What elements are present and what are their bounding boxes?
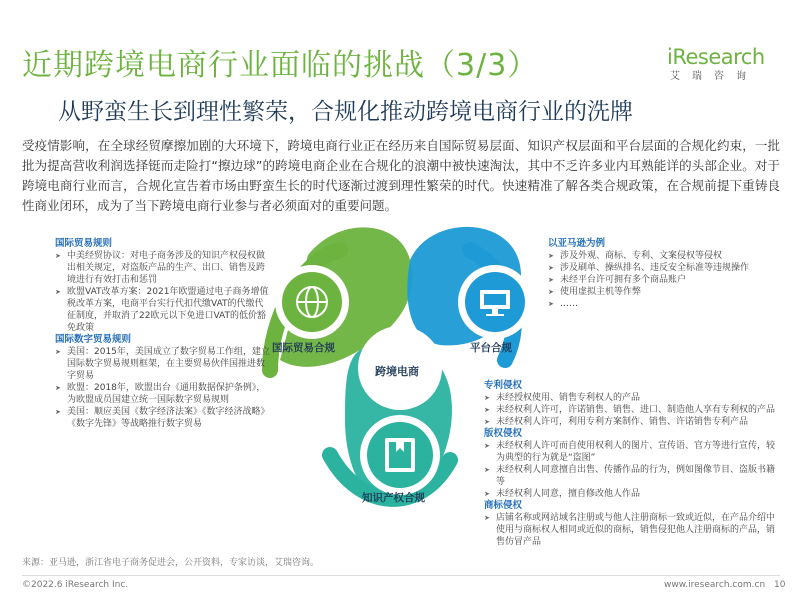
- section-heading: 版权侵权: [484, 428, 523, 439]
- intro-paragraph: 受疫情影响，在全球经贸摩擦加剧的大环境下，跨境电商行业正在经历来自国际贸易层面、知识产权层面和平台层面的合规化约束，一批批为提高营收利润选择铤而走险打“擦边球”的跨境电商企业在合规化的浪潮中被快速淘汰，其中不乏许多业内耳熟能详的头部企业。对于跨境电商行业而言，合规化宣告着市场由野蛮生长的时代逐渐过渡到理性繁荣的时代。快速精准了解各类合规政策，在合规前提下重铸良性商业闭环，成为了当下跨境电商行业参与者必须面对的重要问题。: [22, 138, 780, 213]
- book-icon: [385, 438, 415, 472]
- list-item: ➤ 中美经贸协议：对电子商务涉及的知识产权侵权做出相关规定，对盗版产品的生产、出口、销售及跨境进行有效打击和惩罚: [55, 250, 270, 286]
- list-item: ➤ 未经权利人同意擅自出售、传播作品的行为，例如图像节目、盗版书籍等: [484, 464, 780, 488]
- source-note: 来源：亚马逊，浙江省电子商务促进会，公开资料，专家访谈，艾瑞咨询。: [22, 558, 320, 568]
- list-item: ➤ 美国：2015年，美国成立了数字贸易工作组，建立国际数字贸易规则框架，在主要贸易伙伴国推进数字贸易: [55, 346, 270, 382]
- list-item: ➤ 美国：顺应美国《数字经济法案》《数字经济战略》《数字先锋》等战略推行数字贸易: [55, 406, 270, 430]
- list-item: ➤ 未经权利人同意，擅自修改他人作品: [484, 488, 780, 500]
- list-item: ➤ 未经平台许可拥有多个商品账户: [548, 274, 780, 286]
- page-subtitle: 从野蛮生长到理性繁荣，合规化推动跨境电商行业的洗牌: [58, 99, 633, 125]
- center-label: 跨境电商: [375, 365, 419, 378]
- footer-divider: [22, 575, 780, 576]
- page-title: 近期跨境电商行业面临的挑战（3/3）: [22, 48, 539, 83]
- list-item: ➤ 未经权利人许可而自使用权利人的图片、宣传语、官方等进行宣传，较为典型的行为就是“盗图”: [484, 440, 780, 464]
- list-item: ➤ 涉及外观、商标、专利、文案侵权等侵权: [548, 250, 780, 262]
- site-link[interactable]: www.iresearch.com.cn: [664, 580, 766, 590]
- section-heading: 以亚马逊为例: [548, 238, 606, 249]
- list-item: ➤ 涉及刷单、操纵排名、违反安全标准等违规操作: [548, 262, 780, 274]
- list-item: ➤ 使用虚拟主机等作弊: [548, 286, 780, 298]
- trade-compliance-label: 国际贸易合规: [272, 342, 335, 354]
- ip-compliance-label: 知识产权合规: [362, 492, 425, 504]
- list-item: ➤ 欧盟VAT改革方案：2021年欧盟通过电子商务增值税改革方案，电商平台实行代扣代缴VAT的代缴代征制度，并取消了22欧元以下免进口VAT的低价豁免政策: [55, 286, 270, 334]
- page-number: 10: [774, 580, 786, 590]
- copyright: ©2022.6 iResearch Inc.: [22, 580, 129, 590]
- list-item: ➤ 欧盟：2018年，欧盟出台《通用数据保护条例》，为欧盟成员国建立统一国际数字贸易规则: [55, 382, 270, 406]
- section-heading: 国际数字贸易规则: [55, 334, 132, 345]
- list-item: ➤ 未经权利人许可，利用专利方案制作、销售、许诺销售专利产品: [484, 416, 780, 428]
- list-item: ➤ ……: [548, 298, 780, 310]
- platform-compliance-label: 平台合规: [470, 342, 512, 354]
- section-heading: 商标侵权: [484, 500, 523, 511]
- right-top-text-block: [548, 238, 780, 310]
- section-heading: 国际贸易规则: [55, 238, 113, 249]
- list-item: ➤ 未经权利人许可，许诺销售、销售、进口、制造他人享有专利权的产品: [484, 404, 780, 416]
- logo-cn: 艾瑞咨询: [670, 71, 758, 82]
- list-item: ➤ 店铺名称或网站域名注册或与他人注册商标一致或近似，在产品介绍中使用与商标权人相同或近似的商标，销售侵犯他人注册商标的产品，销售仿冒产品: [484, 512, 780, 548]
- right-bottom-text-block: [484, 380, 780, 548]
- list-item: ➤ 未经授权使用、销售专利权人的产品: [484, 392, 780, 404]
- logo-word: iResearch: [667, 45, 765, 69]
- left-text-block: [55, 238, 270, 430]
- section-heading: 专利侵权: [484, 380, 523, 391]
